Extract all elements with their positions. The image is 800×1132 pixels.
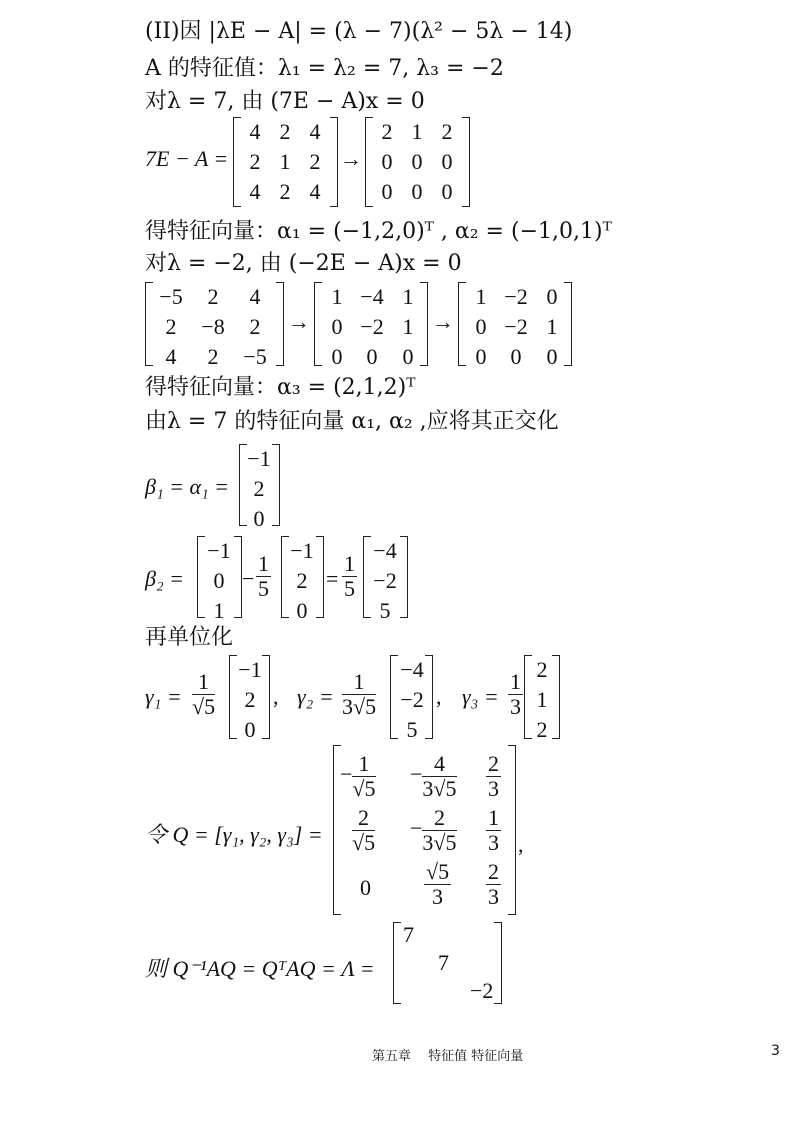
Q-r2c3: $\frac{1}{3}$ [488, 805, 499, 855]
label-beta1: β₁ = α₁ = [145, 474, 229, 499]
Q-r3c3: $\frac{2}{3}$ [488, 859, 499, 909]
line-eigenvector-3: 得特征向量：α₃ = (2,1,2)ᵀ [145, 375, 416, 400]
bracket-right [552, 655, 560, 739]
vector-beta1: −1 2 0 [247, 446, 271, 531]
matrix-step-3: 1 −2 0 0 −2 1 0 0 0 [475, 284, 558, 369]
equals-sign: = [326, 566, 339, 591]
matrix-7E-A: 4 2 4 2 1 2 4 2 4 [249, 119, 321, 204]
vector-gamma3: 2 1 2 [536, 657, 548, 742]
fraction-1-sqrt5: $\frac{1}{√5}$ [192, 669, 216, 719]
minus-sign: − [242, 566, 255, 591]
label-diagonalization: 则 Q⁻¹AQ = QᵀAQ = Λ = [145, 956, 375, 981]
bracket-right [425, 655, 433, 739]
Q-r3c2: $\frac{√5}{3}$ [426, 859, 450, 909]
vector-alpha2: −1 0 1 [207, 538, 231, 623]
line-eigenvectors-1: 得特征向量：α₁ = (−1,2,0)ᵀ , α₂ = (−1,0,1)ᵀ [145, 219, 612, 244]
vector-gamma1: −1 2 0 [238, 657, 262, 742]
label-beta2: β₂ = [145, 566, 184, 591]
comma: , [518, 832, 524, 857]
line-orthogonalize: 由λ = 7 的特征向量 α₁, α₂ ,应将其正交化 [145, 409, 559, 434]
vector-gamma2: −4 −2 5 [400, 657, 424, 742]
bracket-right [420, 282, 428, 366]
chapter-footer: 第五章 特征值 特征向量 [372, 1049, 524, 1064]
line-case-lambda-neg2: 对λ = −2, 由 (−2E − A)x = 0 [145, 251, 462, 276]
arrow: → [432, 309, 454, 334]
Q-r1c1: − $\frac{1}{√5}$ [340, 751, 376, 801]
comma: , [273, 684, 279, 709]
Q-r1c2: − $\frac{4}{3√5}$ [410, 751, 457, 801]
arrow: → [340, 146, 362, 171]
bracket-right [462, 117, 470, 207]
fraction-1-3sqrt5: $\frac{1}{3√5}$ [342, 669, 377, 719]
bracket-right [494, 922, 502, 1004]
bracket-right [508, 745, 516, 915]
bracket-right [564, 282, 572, 366]
line-eigenvalues: A 的特征值：λ₁ = λ₂ = 7, λ₃ = −2 [145, 56, 504, 81]
bracket-right [316, 536, 324, 618]
Q-r3c1: 0 [360, 875, 371, 900]
bracket-right [400, 536, 408, 618]
Lambda-22: 7 [438, 950, 449, 975]
bracket-right [234, 536, 242, 618]
vector-alpha1: −1 2 0 [290, 538, 314, 623]
comma: , [436, 684, 442, 709]
label-7E-A: 7E − A = [145, 146, 229, 171]
Lambda-33: −2 [470, 978, 494, 1003]
line-case-lambda-7: 对λ = 7, 由 (7E − A)x = 0 [145, 89, 425, 114]
fraction-1-3: $\frac{1}{3}$ [510, 669, 521, 719]
bracket-right [272, 444, 280, 526]
bracket-left [393, 922, 401, 1004]
vector-beta2: −4 −2 5 [373, 538, 397, 623]
fraction-1-5: $\frac{1}{5}$ [344, 551, 355, 601]
matrix-step-2: 1 −4 1 0 −2 1 0 0 0 [331, 284, 414, 369]
label-gamma2: γ₂ = [297, 684, 334, 709]
page-number: 3 [771, 1043, 780, 1059]
bracket-right [330, 117, 338, 207]
bracket-right [276, 282, 284, 366]
Q-r2c1: $\frac{2}{√5}$ [352, 805, 376, 855]
arrow: → [288, 309, 310, 334]
matrix-7E-A-reduced: 2 1 2 0 0 0 0 0 0 [381, 119, 453, 204]
fraction-1-5: $\frac{1}{5}$ [258, 551, 269, 601]
Q-r1c3: $\frac{2}{3}$ [488, 751, 499, 801]
line-determinant: (II)因 |λE − A| = (λ − 7)(λ² − 5λ − 14) [145, 19, 573, 44]
matrix-neg2E-A: −5 2 4 2 −8 2 4 2 −5 [159, 284, 267, 369]
label-gamma3: γ₃ = [462, 684, 499, 709]
line-normalize: 再单位化 [145, 625, 234, 650]
Q-r2c2: − $\frac{2}{3√5}$ [410, 805, 457, 855]
label-Q: 令 Q = [γ₁, γ₂, γ₃] = [145, 822, 323, 847]
Lambda-11: 7 [403, 922, 414, 947]
label-gamma1: γ₁ = [145, 684, 182, 709]
bracket-right [262, 655, 270, 739]
